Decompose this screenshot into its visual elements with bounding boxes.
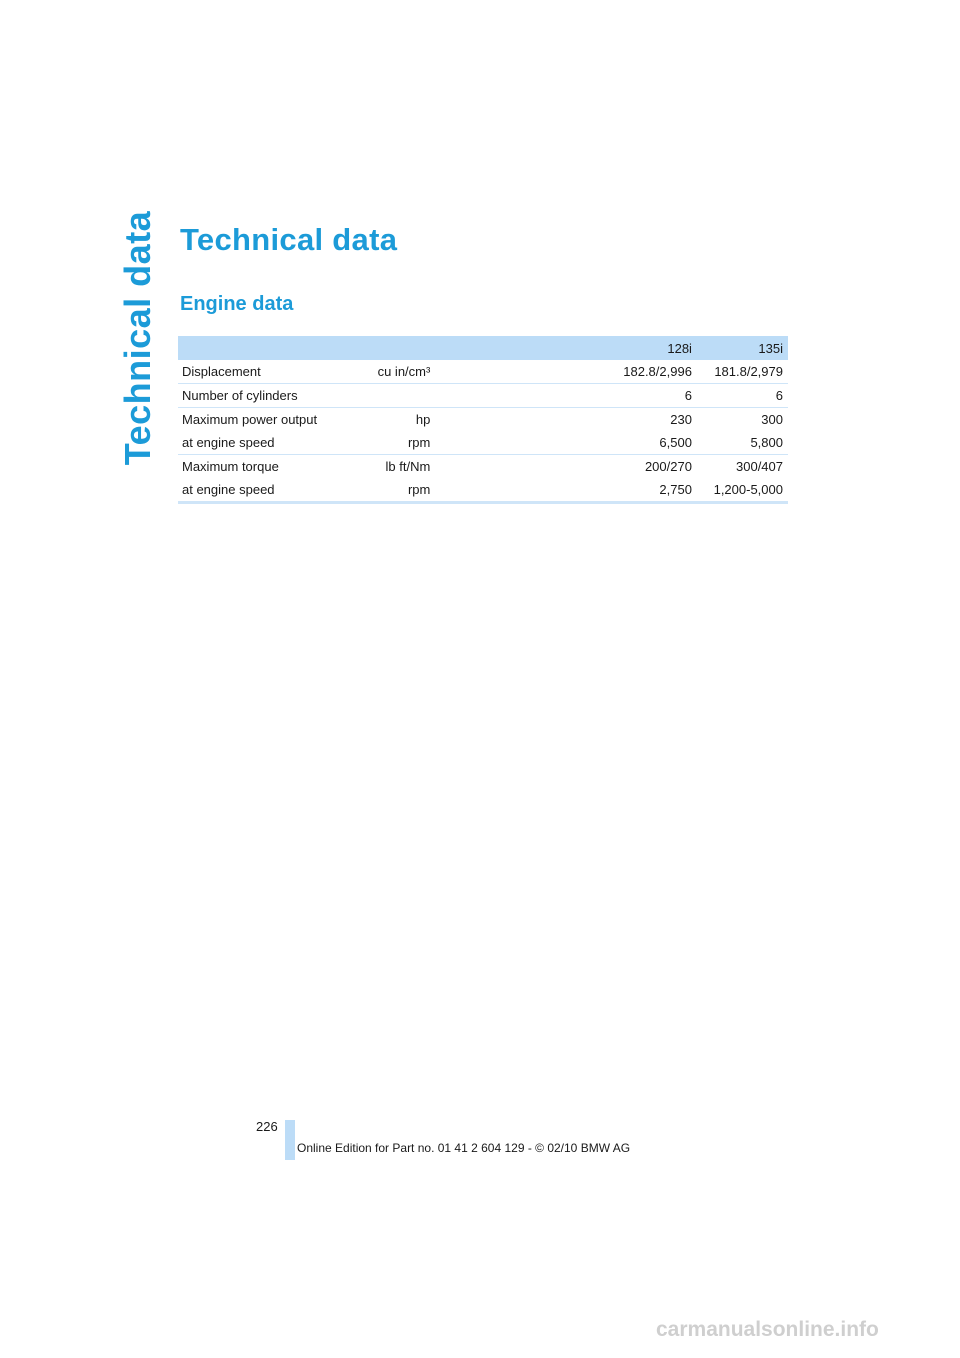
row-spacer xyxy=(434,360,608,384)
row-value-128i: 2,750 xyxy=(609,478,696,503)
side-section-tab xyxy=(117,210,159,466)
row-unit xyxy=(354,384,435,408)
row-value-128i: 6,500 xyxy=(609,431,696,455)
row-value-135i: 6 xyxy=(696,384,788,408)
row-spacer xyxy=(434,431,608,455)
row-label: Maximum torque xyxy=(182,459,279,474)
engine-data-table xyxy=(178,336,788,504)
row-value-135i: 5,800 xyxy=(696,431,788,455)
row-unit: cu in/cm³ xyxy=(354,360,435,384)
row-spacer xyxy=(434,384,608,408)
row-spacer xyxy=(434,478,608,503)
row-unit: lb ft/Nm xyxy=(385,459,431,474)
row-value-128i: 200/270 xyxy=(644,459,692,474)
header-cell-unit xyxy=(354,336,435,360)
row-value-135i: 181.8/2,979 xyxy=(696,360,788,384)
row-unit: rpm xyxy=(354,431,435,455)
row-label: Displacement xyxy=(178,360,354,384)
table-row xyxy=(178,408,788,432)
row-value-135i: 1,200-5,000 xyxy=(696,478,788,503)
header-cell-label xyxy=(178,336,354,360)
table-header-row xyxy=(178,336,788,360)
header-cell-128i: 128i xyxy=(609,336,696,360)
footer-edition-text: Online Edition for Part no. 01 41 2 604 129 - © 02/10 BMW AG xyxy=(297,1141,631,1155)
row-unit: rpm xyxy=(354,478,435,503)
header-cell-spacer xyxy=(434,336,608,360)
row-value-135i: 300 xyxy=(761,412,783,427)
table-row xyxy=(178,431,788,455)
table-row xyxy=(178,360,788,384)
row-value-128i: 182.8/2,996 xyxy=(609,360,696,384)
table-row xyxy=(178,478,788,503)
watermark-text: carmanualsonline.info xyxy=(656,1318,879,1341)
row-label: at engine speed xyxy=(178,478,354,503)
page-number: 226 xyxy=(256,1119,278,1134)
row-spacer xyxy=(434,408,608,432)
row-label: Number of cylinders xyxy=(178,384,354,408)
table-row xyxy=(178,455,788,479)
row-value-135i: 300/407 xyxy=(736,459,783,474)
side-section-tab-label: Technical data xyxy=(117,210,159,466)
header-cell-135i: 135i xyxy=(696,336,788,360)
row-spacer xyxy=(434,455,608,479)
row-label: Maximum power output xyxy=(182,412,318,427)
row-value-128i: 6 xyxy=(609,384,696,408)
footer-accent-bar xyxy=(285,1120,295,1160)
table-row xyxy=(178,384,788,408)
row-unit: hp xyxy=(415,412,431,427)
page-title: Technical data xyxy=(180,222,398,257)
section-title-engine-data: Engine data xyxy=(180,293,294,315)
row-value-128i: 230 xyxy=(670,412,692,427)
row-label: at engine speed xyxy=(178,431,354,455)
